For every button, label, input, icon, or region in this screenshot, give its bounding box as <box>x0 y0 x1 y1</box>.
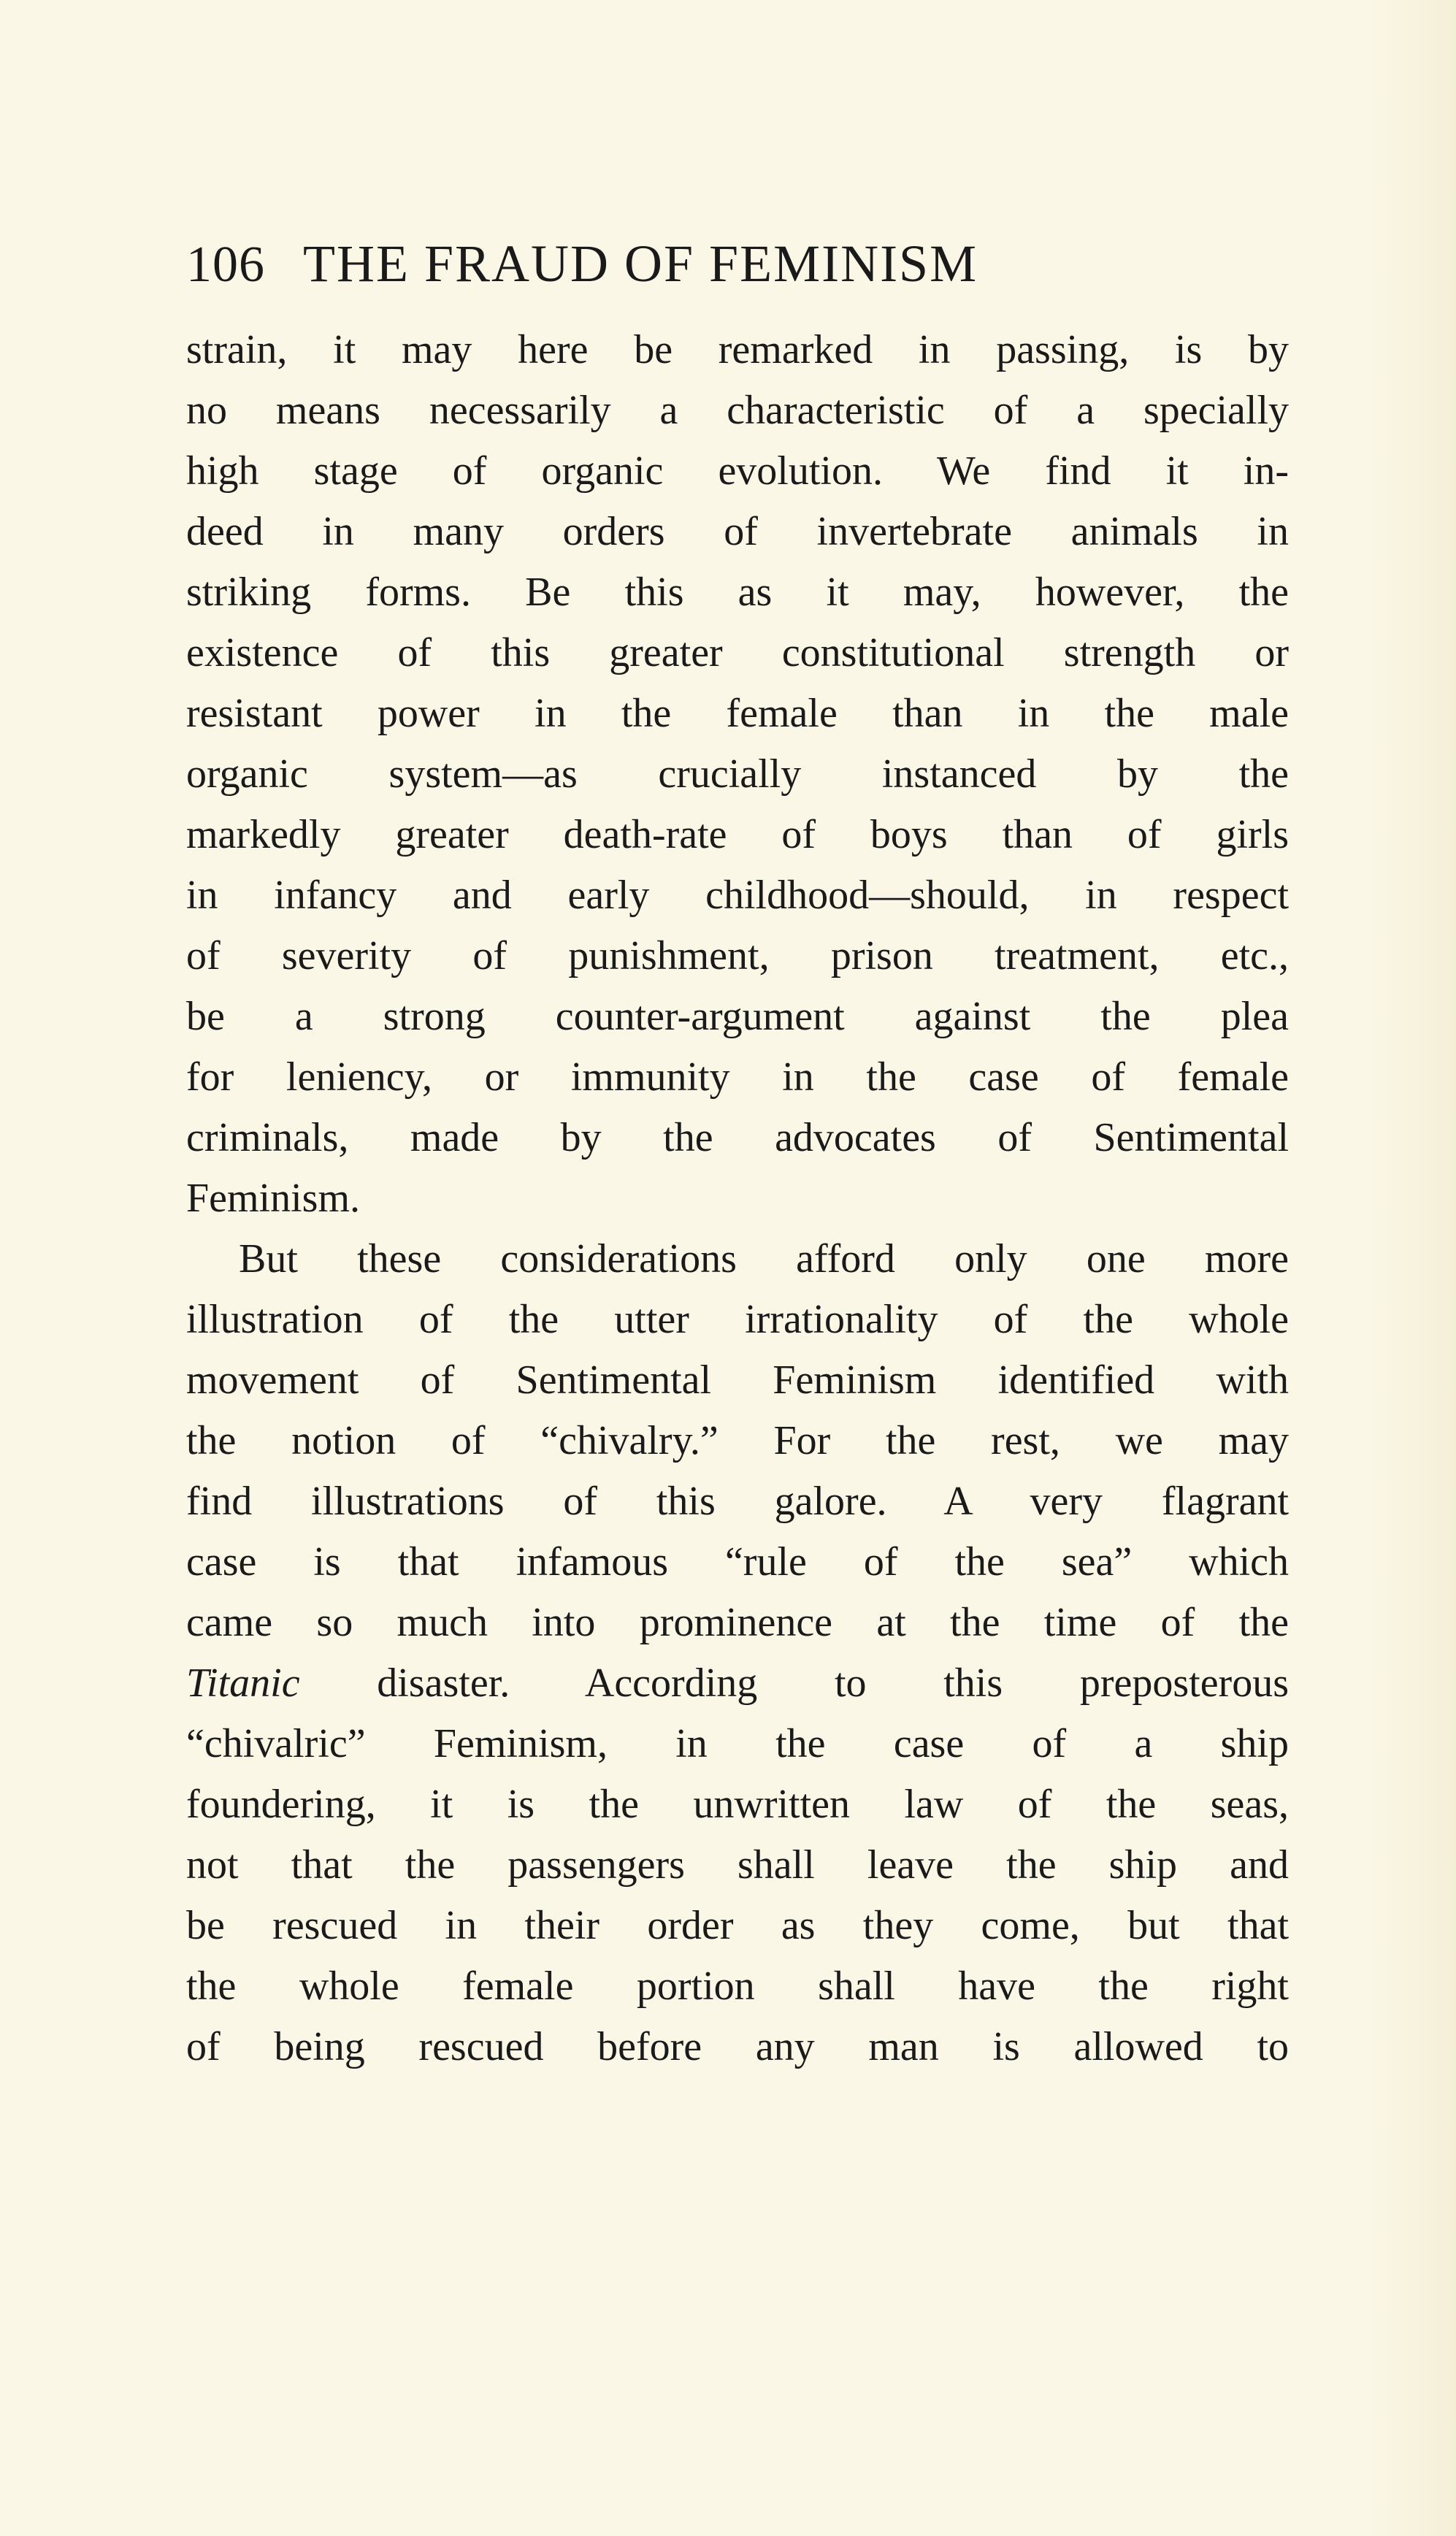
text-line: But these considerations afford only one more <box>239 1236 1289 1282</box>
text-line: for leniency, or immunity in the case of female <box>186 1054 1289 1100</box>
running-header <box>186 234 1289 307</box>
text-line-rest: disaster. According to this preposterous <box>299 1660 1289 1706</box>
text-line: markedly greater death-rate of boys than of girls <box>186 812 1289 857</box>
text-line: striking forms. Be this as it may, however, the <box>186 570 1289 615</box>
text-line: no means necessarily a characteristic of a specially <box>186 388 1289 433</box>
text-line: Feminism. <box>186 1176 361 1221</box>
text-line: the notion of “chivalry.” For the rest, we may <box>186 1418 1289 1463</box>
text-line: criminals, made by the advocates of Sentimental <box>186 1115 1289 1160</box>
text-line: organic system—as crucially instanced by the <box>186 751 1289 797</box>
text-line: of severity of punishment, prison treatment, etc., <box>186 933 1289 978</box>
text-line: find illustrations of this galore. A very flagrant <box>186 1479 1289 1524</box>
text-line: illustration of the utter irrationality of the whole <box>186 1297 1289 1342</box>
text-line: came so much into prominence at the time of the <box>186 1600 1289 1645</box>
paragraph-1 <box>186 320 1289 1229</box>
text-line: foundering, it is the unwritten law of the seas, <box>186 1782 1289 1827</box>
text-line-with-italic <box>186 1653 1289 1714</box>
text-line: of being rescued before any man is allowed to <box>186 2024 1289 2069</box>
text-line: not that the passengers shall leave the ship and <box>186 1842 1289 1888</box>
ship-name-italic: Titanic <box>186 1660 300 1706</box>
page-number: 106 <box>186 237 265 293</box>
text-line: “chivalric” Feminism, in the case of a ship <box>186 1721 1289 1766</box>
text-line: high stage of organic evolution. We find it in- <box>186 448 1289 494</box>
text-line: in infancy and early childhood—should, in respect <box>186 873 1289 918</box>
text-line: deed in many orders of invertebrate animals in <box>186 509 1289 554</box>
paragraph-2 <box>186 1229 1289 2077</box>
text-line: existence of this greater constitutional strength or <box>186 630 1289 675</box>
page-text-block <box>186 234 1289 2077</box>
text-line: be a strong counter-argument against the plea <box>186 994 1289 1039</box>
text-line: case is that infamous “rule of the sea” which <box>186 1539 1289 1585</box>
text-line: strain, it may here be remarked in passing, is by <box>186 327 1289 372</box>
text-line: movement of Sentimental Feminism identified with <box>186 1357 1289 1403</box>
book-title: THE FRAUD OF FEMINISM <box>303 234 978 293</box>
text-line: the whole female portion shall have the right <box>186 1964 1289 2009</box>
text-line: resistant power in the female than in the male <box>186 691 1289 736</box>
text-line: be rescued in their order as they come, but that <box>186 1903 1289 1948</box>
page-edge-shadow <box>1368 0 1456 2536</box>
